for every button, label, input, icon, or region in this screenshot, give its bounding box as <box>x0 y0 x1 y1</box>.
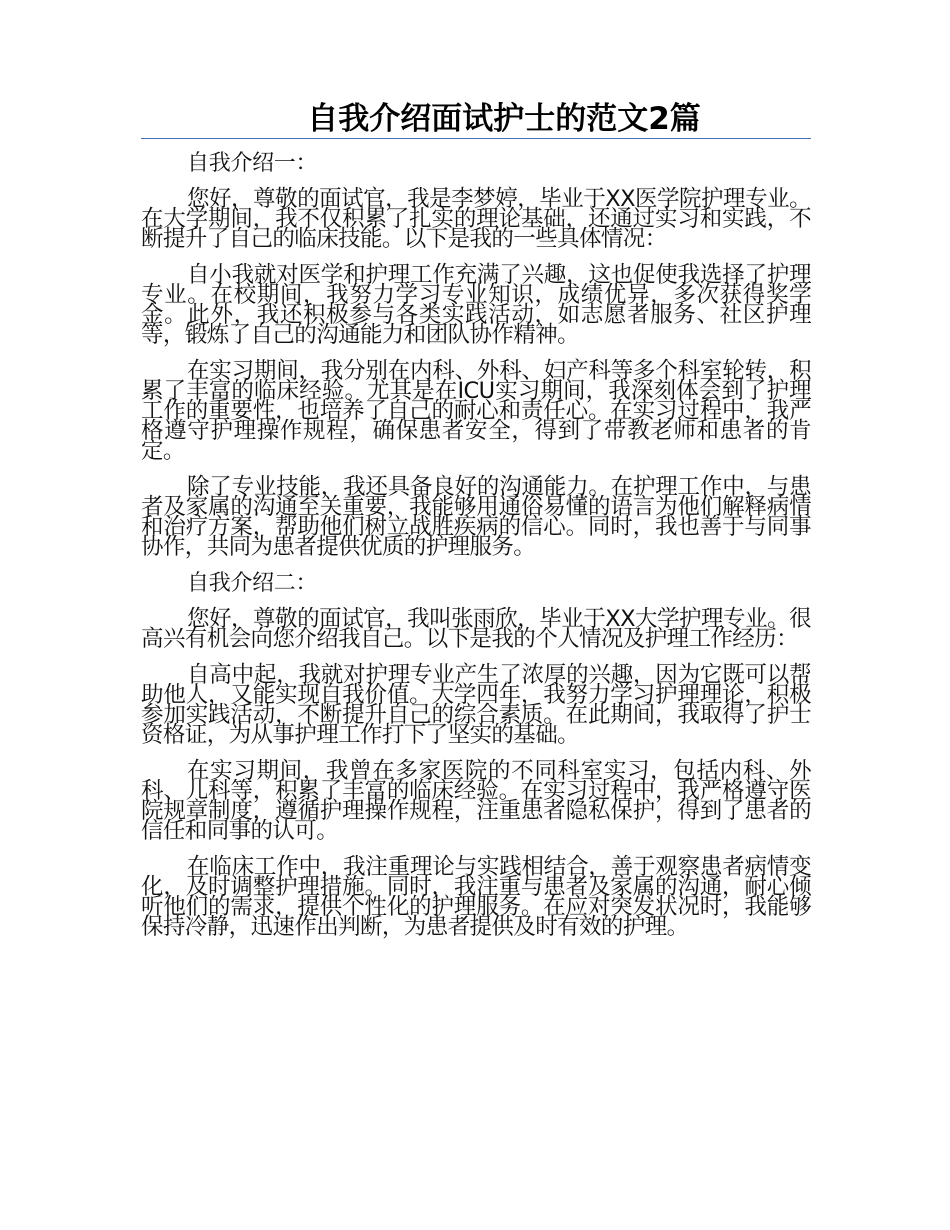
document-title: 自我介绍面试护士的范文2篇 <box>307 101 701 137</box>
paragraph: 自高中起，我就对护理专业产生了浓厚的兴趣，因为它既可以帮助他人，又能实现自我价值。大学四年，我努力学习护理理论，积极参加实践活动，不断提升自己的综合素质。在此期间，我取得了护士资格证，为从事护理工作打下了坚实的基础。 <box>141 662 811 748</box>
title-underline <box>141 138 811 139</box>
paragraph: 除了专业技能，我还具备良好的沟通能力。在护理工作中，与患者及家属的沟通至关重要，我能够用通俗易懂的语言为他们解释病情和治疗方案，帮助他们树立战胜疾病的信心。同时，我也善于与同事协作，共同为患者提供优质的护理服务。 <box>141 474 811 560</box>
paragraph: 在临床工作中，我注重理论与实践相结合，善于观察患者病情变化，及时调整护理措施。同时，我注重与患者及家属的沟通，耐心倾听他们的需求，提供个性化的护理服务。在应对突发状况时，我能够保持冷静，迅速作出判断，为患者提供及时有效的护理。 <box>141 854 811 940</box>
paragraph: 在实习期间，我曾在多家医院的不同科室实习，包括内科、外科、儿科等，积累了丰富的临床经验。在实习过程中，我严格遵守医院规章制度，遵循护理操作规程，注重患者隐私保护，得到了患者的信任和同事的认可。 <box>141 758 811 844</box>
section-heading-2: 自我介绍二： <box>187 571 318 596</box>
section-heading-1: 自我介绍一： <box>187 151 318 176</box>
paragraph: 自小我就对医学和护理工作充满了兴趣，这也促使我选择了护理专业。在校期间，我努力学习专业知识，成绩优异，多次获得奖学金。此外，我还积极参与各类实践活动，如志愿者服务、社区护理等，锻炼了自己的沟通能力和团队协作精神。 <box>141 262 811 348</box>
paragraph: 在实习期间，我分别在内科、外科、妇产科等多个科室轮转，积累了丰富的临床经验。尤其是在ICU实习期间，我深刻体会到了护理工作的重要性，也培养了自己的耐心和责任心。在实习过程中，我严格遵守护理操作规程，确保患者安全，得到了带教老师和患者的肯定。 <box>141 358 811 464</box>
paragraph: 您好，尊敬的面试官，我是李梦婷，毕业于XX医学院护理专业。在大学期间，我不仅积累了扎实的理论基础，还通过实习和实践，不断提升了自己的临床技能。以下是我的一些具体情况： <box>141 186 811 252</box>
document-page <box>141 100 811 953</box>
paragraph: 您好，尊敬的面试官，我叫张雨欣，毕业于XX大学护理专业。很高兴有机会向您介绍我自己。以下是我的个人情况及护理工作经历： <box>141 606 811 652</box>
